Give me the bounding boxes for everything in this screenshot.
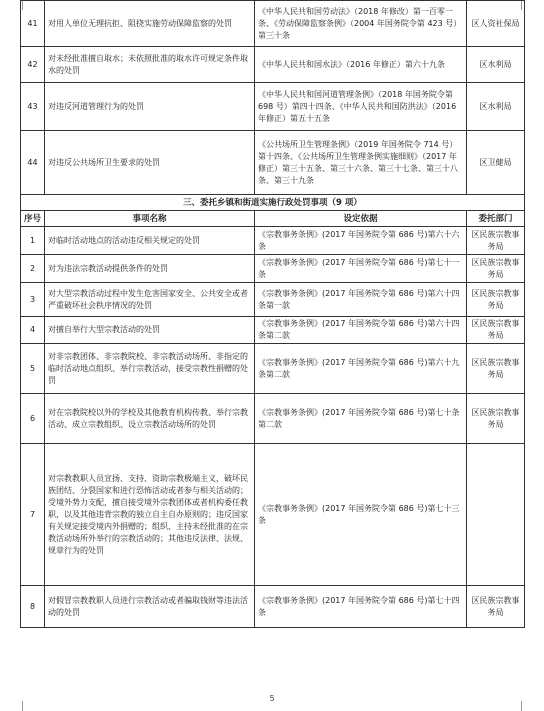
- section-rows: [21, 227, 525, 628]
- penalty-items-table: [20, 0, 525, 628]
- row-department: 区民族宗教事务局: [467, 255, 525, 283]
- table-header-row: [21, 211, 525, 227]
- row-number: 42: [21, 47, 45, 83]
- row-legal-basis: 《宗教事务条例》(2017 年国务院令第 686 号)第七十三条: [255, 444, 467, 586]
- table-row: [21, 344, 525, 394]
- row-legal-basis: 《宗教事务条例》(2017 年国务院令第 686 号)第六十四条第二款: [255, 317, 467, 344]
- row-legal-basis: 《中华人民共和国河道管理条例》（2018 年国务院令第 698 号）第四十四条、《中华人民共和国防洪法》（2016 年修正）第五十五条: [255, 83, 467, 131]
- row-department: 区民族宗教事务局: [467, 283, 525, 317]
- row-item-name: 对在宗教院校以外的学校及其他教育机构传教、举行宗教活动、成立宗教组织、设立宗教活动场所的处罚: [45, 394, 255, 444]
- row-department: 区人资社保局: [467, 1, 525, 47]
- row-number: 41: [21, 1, 45, 47]
- row-department: 区民族宗教事务局: [467, 586, 525, 628]
- row-department: 区民族宗教事务局: [467, 344, 525, 394]
- row-legal-basis: 《中华人民共和国水法》（2016 年修正）第六十九条: [255, 47, 467, 83]
- row-department: [467, 444, 525, 586]
- row-number: 6: [21, 394, 45, 444]
- row-legal-basis: 《宗教事务条例》(2017 年国务院令第 686 号)第七十一条: [255, 255, 467, 283]
- row-number: 4: [21, 317, 45, 344]
- row-item-name: 对非宗教团体、非宗教院校、非宗教活动场所、非指定的临时活动地点组织、举行宗教活动，接受宗教性捐赠的处罚: [45, 344, 255, 394]
- row-legal-basis: 《中华人民共和国劳动法》（2018 年修改）第一百零一条、《劳动保障监察条例》（2004 年国务院令第 423 号）第三十条: [255, 1, 467, 47]
- row-item-name: 对违反公共场所卫生要求的处罚: [45, 131, 255, 195]
- row-number: 44: [21, 131, 45, 195]
- header-no: 序号: [21, 211, 45, 227]
- row-item-name: 对大型宗教活动过程中发生危害国家安全、公共安全或者严重破坏社会秩序情况的处罚: [45, 283, 255, 317]
- row-department: 区卫健局: [467, 131, 525, 195]
- table-row: [21, 1, 525, 47]
- row-number: 7: [21, 444, 45, 586]
- header-basis: 设定依据: [255, 211, 467, 227]
- row-department: 区水利局: [467, 47, 525, 83]
- table-row: [21, 283, 525, 317]
- table-row: [21, 131, 525, 195]
- row-item-name: 对为违法宗教活动提供条件的处罚: [45, 255, 255, 283]
- row-item-name: 对擅自举行大型宗教活动的处罚: [45, 317, 255, 344]
- row-legal-basis: 《公共场所卫生管理条例》（2019 年国务院令 714 号）第十四条、《公共场所卫生管理条例实施细则》（2017 年修正）第三十五条、第三十六条、第三十七条、第三十八条、第三十九条: [255, 131, 467, 195]
- table-row: [21, 586, 525, 628]
- row-legal-basis: 《宗教事务条例》(2017 年国务院令第 686 号)第七十四条: [255, 586, 467, 628]
- table-row: [21, 317, 525, 344]
- row-legal-basis: 《宗教事务条例》(2017 年国务院令第 686 号)第七十条第二款: [255, 394, 467, 444]
- row-department: 区民族宗教事务局: [467, 317, 525, 344]
- row-item-name: 对未经批准擅自取水；未依照批准的取水许可规定条件取水的处罚: [45, 47, 255, 83]
- row-department: 区水利局: [467, 83, 525, 131]
- row-department: 区民族宗教事务局: [467, 227, 525, 255]
- header-item: 事项名称: [45, 211, 255, 227]
- row-legal-basis: 《宗教事务条例》(2017 年国务院令第 686 号)第六十四条第一款: [255, 283, 467, 317]
- row-item-name: 对用人单位无理抗拒、阻挠实施劳动保障监察的处罚: [45, 1, 255, 47]
- row-legal-basis: 《宗教事务条例》(2017 年国务院令第 686 号)第六十九条第二款: [255, 344, 467, 394]
- row-item-name: 对假冒宗教教职人员进行宗教活动或者骗取钱财等违法活动的处罚: [45, 586, 255, 628]
- section-title-row: [21, 195, 525, 211]
- top-rows: [21, 1, 525, 195]
- row-item-name: 对宗教教职人员宣扬、支持、资助宗教极端主义，破坏民族团结、分裂国家和进行恐怖活动或者参与相关活动的；受境外势力支配，擅自接受境外宗教团体或者机构委任教职，以及其他违背宗教的独立自主自办原则的；违反国家有关规定接受境内外捐赠的；组织、主持未经批准的在宗教活动场所外举行的宗教活动的；其他违反法律、法规、规章行为的处罚: [45, 444, 255, 586]
- table-row: [21, 227, 525, 255]
- section-title: 三、委托乡镇和街道实施行政处罚事项（9 项）: [21, 195, 525, 211]
- row-item-name: 对违反河道管理行为的处罚: [45, 83, 255, 131]
- row-number: 43: [21, 83, 45, 131]
- row-legal-basis: 《宗教事务条例》(2017 年国务院令第 686 号)第六十六条: [255, 227, 467, 255]
- row-number: 1: [21, 227, 45, 255]
- page-number: 5: [269, 694, 275, 703]
- row-number: 8: [21, 586, 45, 628]
- row-number: 3: [21, 283, 45, 317]
- table-row: [21, 394, 525, 444]
- row-number: 2: [21, 255, 45, 283]
- row-number: 5: [21, 344, 45, 394]
- table-row: [21, 83, 525, 131]
- table-row: [21, 47, 525, 83]
- header-dept: 委托部门: [467, 211, 525, 227]
- table-row: [21, 444, 525, 586]
- row-department: 区民族宗教事务局: [467, 394, 525, 444]
- table-row: [21, 255, 525, 283]
- row-item-name: 对临时活动地点的活动违反相关规定的处罚: [45, 227, 255, 255]
